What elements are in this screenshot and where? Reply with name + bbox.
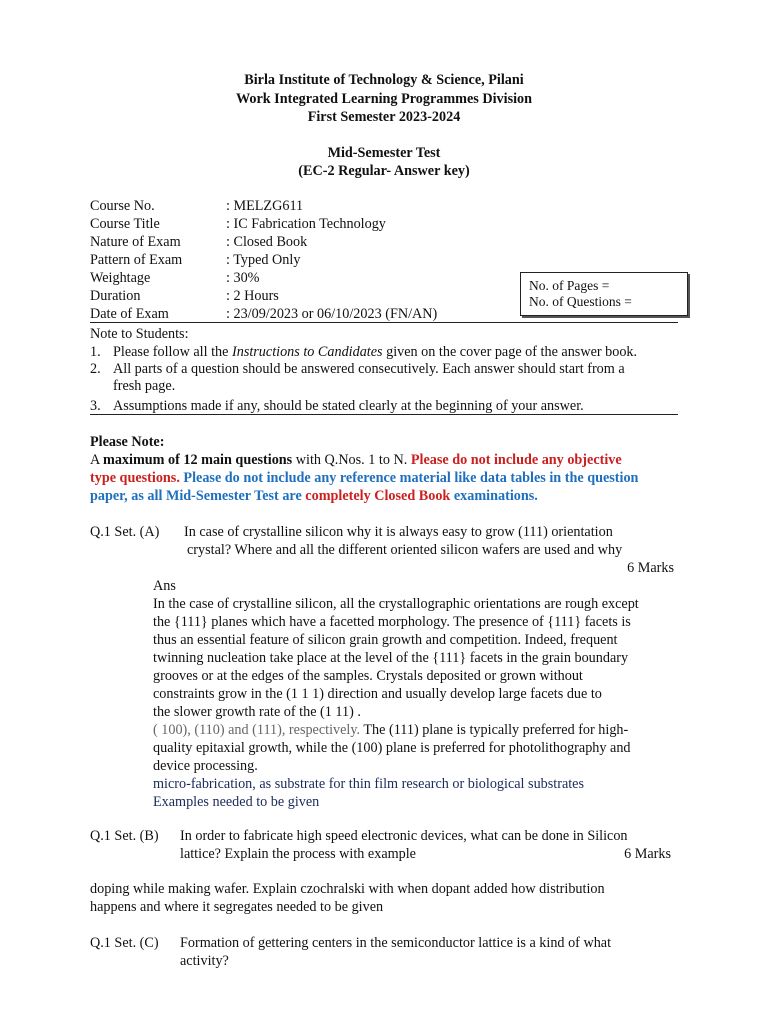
detail-label: Course Title	[90, 216, 160, 232]
question-text: lattice? Explain the process with example	[180, 846, 416, 862]
test-title: Mid-Semester Test	[327, 145, 441, 161]
question-text: In case of crystalline silicon why it is always easy to grow (111) orientation	[184, 524, 613, 540]
answer-text: doping while making wafer. Explain czochralski with when dopant added how distribution	[90, 881, 605, 897]
detail-label: Weightage	[90, 270, 151, 286]
note-number: 1.	[90, 344, 101, 360]
divider	[90, 414, 678, 415]
question-text: In order to fabricate high speed electronic devices, what can be done in Silicon	[180, 828, 628, 844]
notes-heading: Note to Students:	[90, 326, 189, 342]
please-note-heading: Please Note:	[90, 434, 165, 450]
questions-count: No. of Questions =	[529, 294, 632, 309]
pages-questions-box	[520, 272, 688, 316]
question-text: Formation of gettering centers in the semiconductor lattice is a kind of what	[180, 935, 612, 951]
answer-text: In the case of crystalline silicon, all the crystallographic orientations are rough except the {111} planes which have a facetted morphology. The presence of {111} facets is thus an essential feature of silicon grain growth and competition. Indeed, frequent twinning nucleation take place at the level of the {111} facets in the grain boundary grooves or at the edges of the samples. Crystals deposited or grown without constraints grow in the (1 1 1) direction and usually develop large facets due to the slower growth rate of the (1 11) . ( 100), (110) and (111), respectively. The (111) plane is typically preferred for high- quality epitaxial growth, while the (100) plane is preferred for photolithography and device processing. micro-fabrication, as substrate for thin film research or biological substrates Examples needed to be given	[153, 596, 639, 810]
detail-value: : MELZG611	[226, 198, 304, 214]
question-label: Q.1 Set. (C)	[90, 935, 159, 951]
question-text: crystal? Where and all the different oriented silicon wafers are used and why	[187, 542, 623, 558]
answer-label: Ans	[153, 578, 176, 594]
marks: 6 Marks	[624, 846, 671, 862]
question-label: Q.1 Set. (B)	[90, 828, 159, 844]
note-item: Assumptions made if any, should be stated clearly at the beginning of your answer.	[113, 398, 584, 414]
detail-label: Pattern of Exam	[90, 252, 183, 268]
detail-label: Date of Exam	[90, 306, 169, 322]
detail-value: : Closed Book	[226, 234, 308, 250]
note-item: fresh page.	[113, 378, 176, 394]
note-item: All parts of a question should be answered consecutively. Each answer should start from a	[113, 361, 625, 377]
please-note-line: type questions. Please do not include any reference material like data tables in the question	[90, 470, 639, 486]
detail-label: Course No.	[90, 198, 155, 214]
detail-value: : IC Fabrication Technology	[226, 216, 386, 232]
detail-value: : 23/09/2023 or 06/10/2023 (FN/AN)	[226, 306, 438, 322]
question-label: Q.1 Set. (A)	[90, 524, 160, 540]
note-number: 3.	[90, 398, 101, 414]
please-note-line: paper, as all Mid-Semester Test are completely Closed Book examinations.	[90, 488, 538, 504]
divider	[90, 322, 678, 323]
detail-label: Nature of Exam	[90, 234, 181, 250]
test-subtitle: (EC-2 Regular- Answer key)	[298, 163, 470, 179]
note-number: 2.	[90, 361, 101, 377]
detail-label: Duration	[90, 288, 141, 304]
detail-value: : Typed Only	[226, 252, 301, 268]
detail-value: : 2 Hours	[226, 288, 279, 304]
question-text: activity?	[180, 953, 229, 969]
note-item: Please follow all the Instructions to Candidates given on the cover page of the answer book.	[113, 344, 638, 360]
please-note-line: A maximum of 12 main questions with Q.Nos. 1 to N. Please do not include any objective	[90, 452, 622, 468]
semester: First Semester 2023-2024	[307, 109, 461, 125]
division-name: Work Integrated Learning Programmes Division	[235, 91, 533, 107]
marks: 6 Marks	[627, 560, 674, 576]
answer-text: happens and where it segregates needed to be given	[90, 899, 384, 915]
pages-count: No. of Pages =	[529, 278, 610, 293]
detail-value: : 30%	[226, 270, 260, 286]
institute-name: Birla Institute of Technology & Science, Pilani	[244, 72, 524, 88]
